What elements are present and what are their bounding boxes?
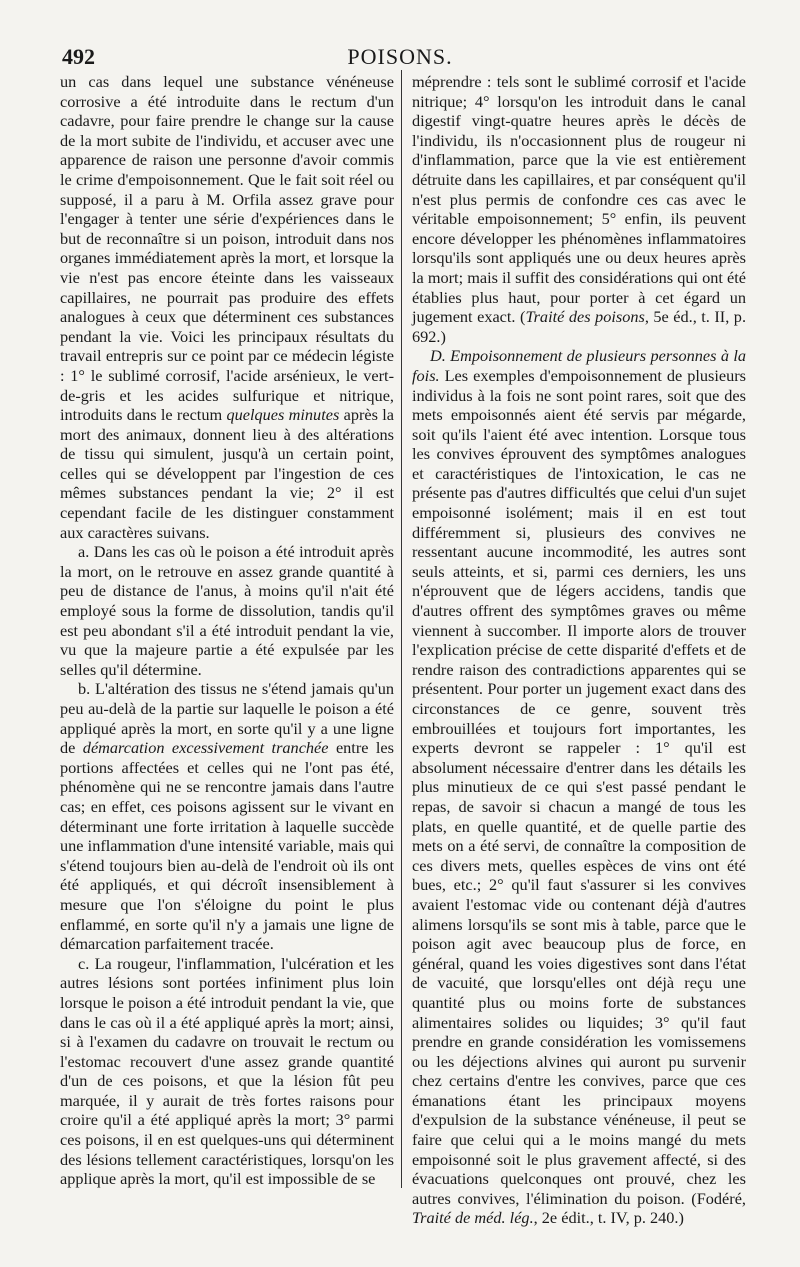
paragraph: c. La rougeur, l'inflammation, l'ulcération et les autres lésions sont portées infiniment plus loin lorsque le poison a été introduit pendant la vie, que dans le cas où il a été appliqué après la mort; ainsi, si à l'examen du cadavre on trouvait le rectum ou l'estomac recouvert d'une assez grande quantité d'un de ces poisons, et que la lésion fût peu marquée, il y aurait de très fortes raisons pour croire qu'il a été appliqué après la mort; 3° parmi ces poisons, il en est quelques-uns qui déterminent des lésions tellement caractéristiques, lorsqu'on les applique après la mort, qu'il est impossible de se: [60, 953, 394, 1189]
paragraph: méprendre : tels sont le sublimé corrosif et l'acide nitrique; 4° lorsqu'on les introduit dans le canal digestif vingt-quatre heures après le décès de l'individu, ils n'occasionnent plus de rougeur ni d'inflammation, parce que la vie est entièrement détruite dans les capillaires, et par conséquent qu'il n'est plus permis de confondre ces cas avec le véritable empoisonnement; 5° enfin, ils peuvent encore développer les phénomènes inflammatoires lorsqu'ils sont appliqués une ou deux heures après la mort; mais il suffit des considérations qui ont été établies plus haut, pour porter à cet égard un jugement exact. (Traité des poisons, 5e éd., t. II, p. 692.): [412, 72, 747, 346]
paragraph: un cas dans lequel une substance vénéneuse corrosive a été introduite dans le rectum d'un cadavre, pour faire prendre le change sur la cause de la mort subite de l'individu, et accuser avec une apparence de raison une personne d'avoir commis le crime d'empoisonnement. Que le fait soit réel ou supposé, il a paru à M. Orfila assez grave pour l'engager à tenter une série d'expériences dans le but de reconnaître si un poison, introduit dans nos organes immédiatement après la mort, et lorsque la vie n'est pas encore éteinte dans les vaisseaux capillaires, ne pourrait pas produire des effets analogues à ceux que déterminent ces substances pendant la vie. Voici les principaux résultats du travail entrepris sur ce point par ce médecin légiste : 1° le sublimé corrosif, l'acide arsénieux, le vert-de-gris et les acides sulfurique et nitrique, introduits dans le rectum quelques minutes après la mort des animaux, donnent lieu à des altérations de tissu qui simulent, jusqu'à un certain point, celles qui se développent par l'ingestion de ces mêmes substances pendant la vie; 2° il est cependant facile de les distinguer constamment aux caractères suivans.: [60, 72, 395, 542]
right-column: [412, 72, 746, 1228]
paragraph: a. Dans les cas où le poison a été introduit après la mort, on le retrouve en assez grande quantité à peu de distance de l'anus, à moins qu'il n'ait été employé sous la forme de dissolution, tandis qu'il est peu abondant s'il a été introduit pendant la vie, vu que la majeure partie a été expulsée par les selles qu'il détermine.: [60, 542, 394, 679]
left-column: [60, 72, 394, 1189]
paragraph: b. L'altération des tissus ne s'étend jamais qu'un peu au-delà de la partie sur laquelle le poison a été appliqué après la mort, en sorte qu'il y a une ligne de démarcation excessivement tranchée entre les portions affectées et celles qui ne l'ont pas été, phénomène qui ne se rencontre jamais dans l'autre cas; en effet, ces poisons agissent sur le vivant en déterminant une forte irritation à laquelle succède une inflammation d'une intensité variable, mais qui s'étend toujours bien au-delà de l'endroit où ils ont été appliqués, et qui décroît insensiblement à mesure que l'on s'éloigne du point le plus enflammé, en sorte qu'il n'y a jamais une ligne de démarcation parfaitement tracée.: [60, 679, 394, 954]
page-number: 492: [62, 44, 95, 69]
running-title: POISONS.: [347, 44, 453, 69]
paragraph: D. Empoisonnement de plusieurs personnes à la fois. Les exemples d'empoisonnement de plusieurs individus à la fois ne sont point rares, soit que des mets empoisonnés aient été servis par mégarde, soit qu'ils l'aient été avec intention. Lorsque tous les convives éprouvent des symptômes analogues et caractéristiques de l'intoxication, le cas ne présente pas d'autres difficultés que celui d'un sujet empoisonné isolément; mais il en est tout différemment si, plusieurs des convives ne ressentant aucune incommodité, les autres sont seuls atteints, et si, parmi ces derniers, les uns n'éprouvent que de légers accidens, tandis que d'autres offrent des symptômes graves ou même viennent à succomber. Il importe alors de trouver l'explication précise de cette disparité d'effets et de rendre raison des contradictions apparentes qui se présentent. Pour porter un jugement exact dans des circonstances de ce genre, souvent très embrouillées et toujours fort importantes, les experts devront se rappeler : 1° qu'il est absolument nécessaire d'entrer dans les détails les plus minutieux de ce qui s'est passé pendant le repas, de savoir si chacun a mangé de tous les plats, en quelle quantité, et de quelle partie des mets on a été servi, de connaître la composition de ces divers mets, quelles espèces de vins ont été bues, etc.; 2° qu'il faut s'assurer si les convives avaient l'estomac vide ou contenant déjà d'autres alimens lorsqu'ils se sont mis à table, parce que le poison agit avec beaucoup plus de force, en général, quand les voies digestives sont dans l'état de vacuité, que lorsqu'elles ont déjà reçu une quantité plus ou moins forte de substances alimentaires solides ou liquides; 3° qu'il faut prendre en grande considération les vomissemens ou les déjections alvines qui auront pu survenir chez certains d'entre les convives, parce que ces émanations étant les principaux moyens d'expulsion de la substance vénéneuse, il peut se faire que celui qui a le moins mangé du mets empoisonné soit le plus gravement affecté, si des évacuations quelconques ont prouvé, chez les autres convives, l'élimination du poison. (Fodéré, Traité de méd. lég., 2e édit., t. IV, p. 240.): [412, 346, 746, 1228]
column-divider: [401, 70, 402, 1188]
